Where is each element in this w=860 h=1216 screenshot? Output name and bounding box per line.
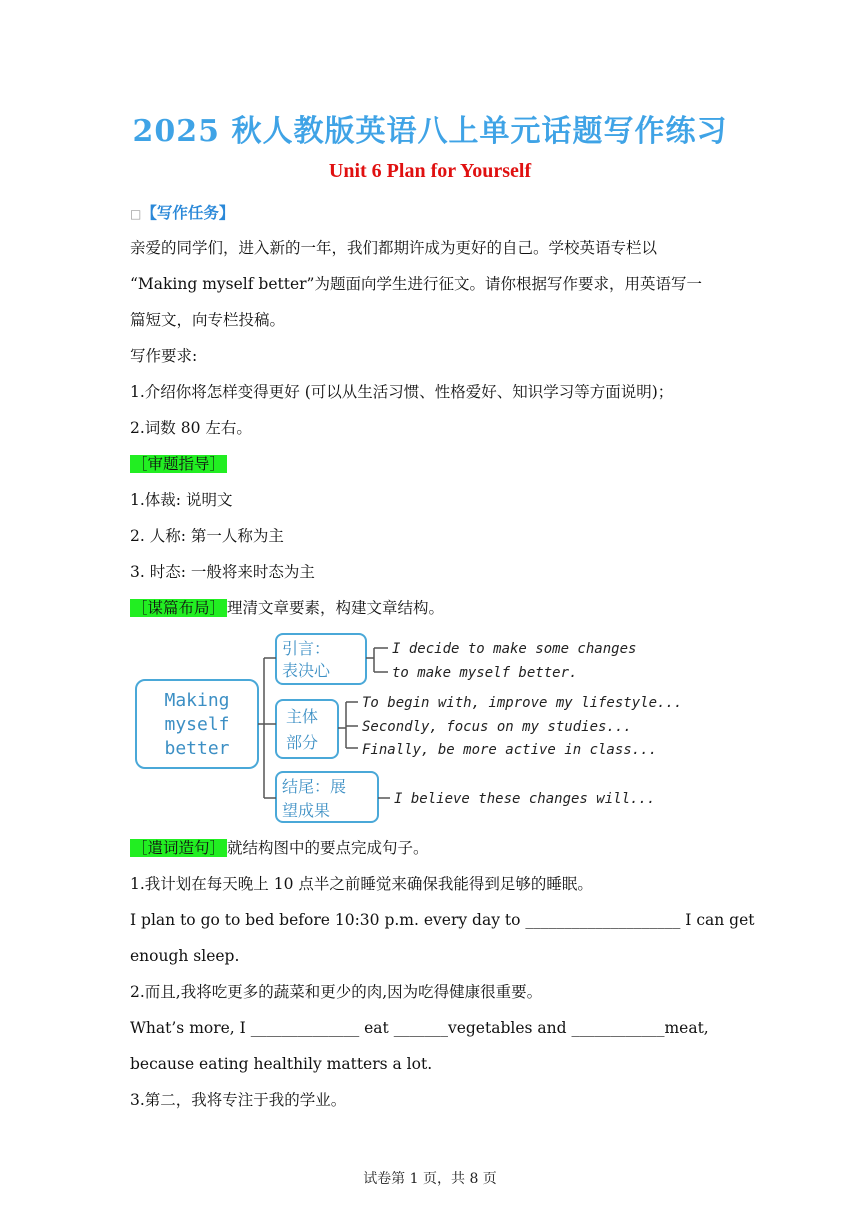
mindmap-body-label-1: 主体 <box>286 707 319 726</box>
task-paragraph-line-1: 亲爱的同学们，进入新的一年，我们都期许成为更好的自己。学校英语专栏以 <box>130 239 658 257</box>
question-2-english-line-1: What’s more, I ______________ eat _______vegetables and ____________meat, <box>130 1019 709 1037</box>
mindmap-intro-label-1: 引言： <box>282 639 331 658</box>
mindmap-ending-text-1: I believe these changes will... <box>394 791 656 807</box>
sentence-label: ［遣词造句］ <box>132 839 226 857</box>
sentence-instruction: 就结构图中的要点完成句子。 <box>227 839 429 857</box>
structure-mindmap <box>132 628 732 824</box>
mindmap-ending-label-1: 结尾：展 <box>282 777 347 796</box>
mindmap-body-text-1: To begin with, improve my lifestyle... <box>362 695 683 711</box>
mindmap-center-line-1: Making <box>164 690 230 711</box>
question-1-english-line-1: I plan to go to bed before 10:30 p.m. every day to ____________________ I can get <box>130 911 755 929</box>
guide-section <box>130 454 730 474</box>
sentence-section <box>130 838 730 858</box>
task-paragraph-line-2: “Making myself better”为题面向学生进行征文。请你根据写作要求，用英语写一 <box>130 275 702 293</box>
mindmap-center-line-3: better <box>164 738 230 759</box>
mindmap-intro-text-2: to make myself better. <box>392 665 578 681</box>
mindmap-ending-label-2: 望成果 <box>282 801 331 820</box>
mindmap-intro-label-2: 表决心 <box>282 661 331 680</box>
guide-item-2: 2. 人称: 第一人称为主 <box>130 527 284 545</box>
unit-subtitle: Unit 6 Plan for Yourself <box>328 160 532 182</box>
bullet-icon: □ <box>130 207 142 221</box>
mindmap-intro-text-1: I decide to make some changes <box>392 641 637 657</box>
mindmap-body-text-3: Finally, be more active in class... <box>362 742 658 758</box>
task-heading: □【写作任务】 <box>130 203 235 222</box>
mindmap-center-line-2: myself <box>164 714 230 735</box>
layout-label: ［谋篇布局］ <box>132 599 226 617</box>
requirement-2: 2.词数 80 左右。 <box>130 419 252 437</box>
task-paragraph-line-3: 篇短文，向专栏投稿。 <box>130 311 286 329</box>
requirements-label: 写作要求: <box>130 347 198 365</box>
guide-item-3: 3. 时态: 一般将来时态为主 <box>130 563 315 581</box>
mindmap-body-text-2: Secondly, focus on my studies... <box>362 719 632 735</box>
layout-section <box>130 598 730 618</box>
guide-label: ［审题指导］ <box>132 455 226 473</box>
page-footer: 试卷第 1 页，共 8 页 <box>363 1171 497 1187</box>
guide-item-1: 1.体裁: 说明文 <box>130 491 233 509</box>
question-2-chinese: 2.而且,我将吃更多的蔬菜和更少的肉,因为吃得健康很重要。 <box>130 983 543 1001</box>
question-2-english-line-2: because eating healthily matters a lot. <box>130 1055 433 1073</box>
requirement-1: 1.介绍你将怎样变得更好 (可以从生活习惯、性格爱好、知识学习等方面说明)； <box>130 383 674 401</box>
question-1-chinese: 1.我计划在每天晚上 10 点半之前睡觉来确保我能得到足够的睡眠。 <box>130 875 593 893</box>
page-title: 2025 秋人教版英语八上单元话题写作练习 <box>132 114 728 149</box>
layout-text: 理清文章要素，构建文章结构。 <box>227 599 445 617</box>
question-1-english-line-2: enough sleep. <box>130 947 240 965</box>
question-3-chinese: 3.第二，我将专注于我的学业。 <box>130 1091 347 1109</box>
mindmap-body-label-2: 部分 <box>286 733 319 752</box>
